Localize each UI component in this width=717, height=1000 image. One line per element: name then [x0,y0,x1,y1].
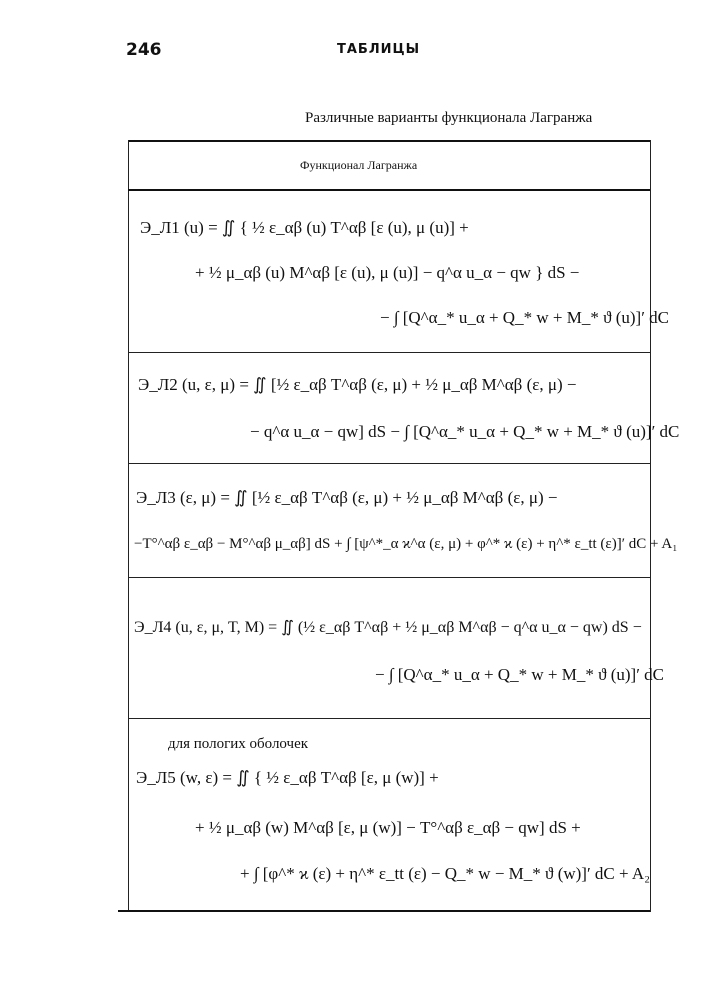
row-separator [128,352,650,353]
table-caption: Различные варианты функционала Лагранжа [305,110,593,126]
formula-line: Э_Л3 (ε, μ) = ∬ [½ ε_αβ T^αβ (ε, μ) + ½ μ_αβ M^αβ (ε, μ) − [136,488,558,507]
table-right-rule [650,140,651,912]
formula-line: + ½ μ_αβ (u) M^αβ [ε (u), μ (u)] − q^α u_α − qw } dS − [195,263,580,282]
formula-line: + ½ μ_αβ (w) M^αβ [ε, μ (w)] − T°^αβ ε_αβ − qw] dS + [195,818,581,837]
page-number: 246 [126,40,162,60]
header-rule [128,189,650,191]
formula-line: Э_Л4 (u, ε, μ, T, M) = ∬ (½ ε_αβ T^αβ + ½ μ_αβ M^αβ − q^α u_α − qw) dS − [134,619,642,636]
formula-line: − ∫ [Q^α_* u_α + Q_* w + M_* ϑ (u)]′ dC [375,665,665,684]
row-separator [128,463,650,464]
formula-line: − q^α u_α − qw] dS − ∫ [Q^α_* u_α + Q_* w + M_* ϑ (u)]′ dC [250,422,680,441]
formula-line: −T°^αβ ε_αβ − M°^αβ μ_αβ] dS + ∫ [ψ^*_α ϰ^α (ε, μ) + φ^* ϰ (ε) + η^* ε_tt (ε)]′ dC + A₁ [134,536,678,552]
column-header: Функционал Лагранжа [300,158,418,172]
table-bottom-rule [118,910,650,912]
table-left-rule [128,140,129,912]
formula-line: Э_Л1 (u) = ∬ { ½ ε_αβ (u) T^αβ [ε (u), μ (u)] + [140,218,469,237]
formula-line: + ∫ [φ^* ϰ (ε) + η^* ε_tt (ε) − Q_* w − M_* ϑ (w)]′ dC + A₂ [240,864,651,883]
table-top-rule [128,140,650,142]
row-note: для пологих оболочек [168,736,309,752]
formula-line: Э_Л5 (w, ε) = ∬ { ½ ε_αβ T^αβ [ε, μ (w)] + [136,768,439,787]
running-head: ТАБЛИЦЫ [337,42,421,57]
row-separator [128,577,650,578]
formula-line: Э_Л2 (u, ε, μ) = ∬ [½ ε_αβ T^αβ (ε, μ) + ½ μ_αβ M^αβ (ε, μ) − [138,375,577,394]
row-separator [128,718,650,719]
formula-line: − ∫ [Q^α_* u_α + Q_* w + M_* ϑ (u)]′ dC [380,308,670,327]
